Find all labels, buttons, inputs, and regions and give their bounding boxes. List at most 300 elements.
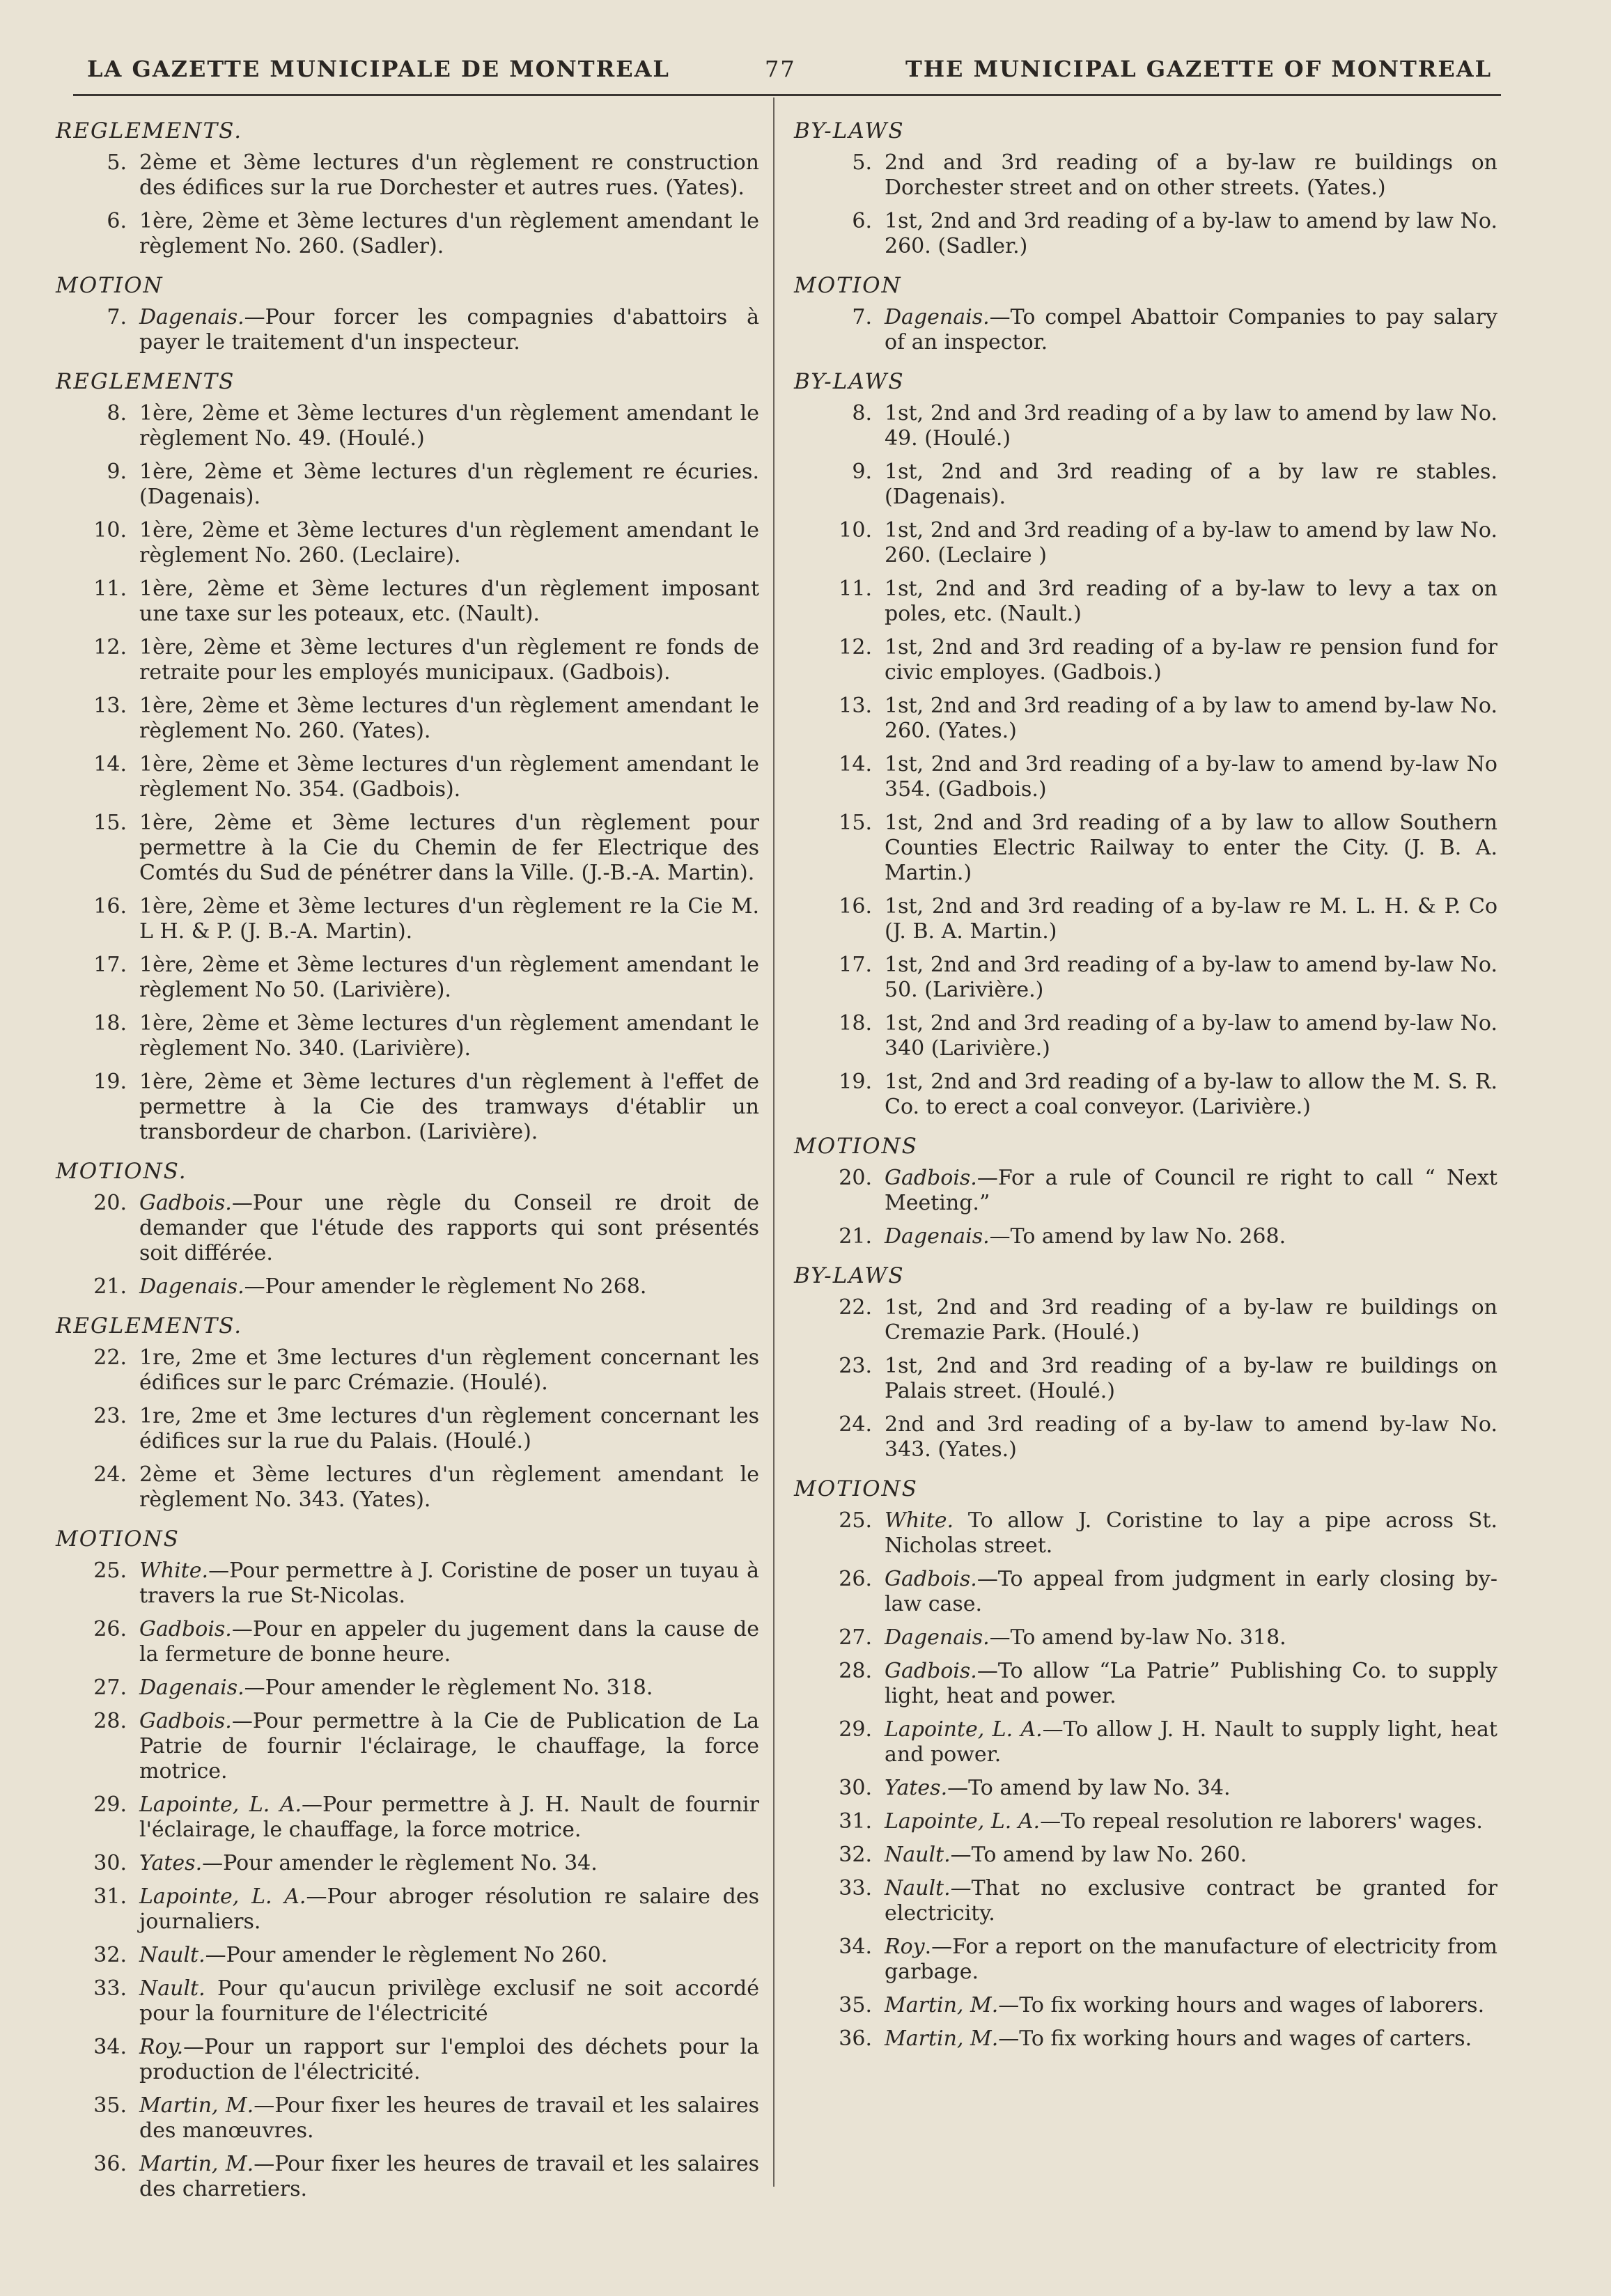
item-text: 1st, 2nd and 3rd reading of a by-law re M. L. H. & P. Co (J. B. A. Martin.) xyxy=(885,894,1497,944)
item-number: 6. xyxy=(107,209,127,233)
item-number: 28. xyxy=(93,1709,127,1733)
item-text: —To amend by law No. 34. xyxy=(947,1776,1231,1800)
item-text: 2nd and 3rd reading of a by-law to amend by-law No. 343. (Yates.) xyxy=(885,1412,1497,1462)
item-text: 1st, 2nd and 3rd reading of a by law to amend by law No. 49. (Houlé.) xyxy=(885,401,1497,451)
item-text: —To amend by law No. 260. xyxy=(950,1843,1247,1867)
councillor-name: Martin, M. xyxy=(885,2026,999,2051)
councillor-name: Roy. xyxy=(139,2035,184,2059)
item-text: —Pour permettre à J. Coristine de poser un tuyau à travers la rue St-Nicolas. xyxy=(139,1559,759,1608)
item-text: 2ème et 3ème lectures d'un règlement re construction des édifices sur la rue Dorchester et autres rues. (Yates). xyxy=(139,150,759,200)
item-number: 5. xyxy=(852,150,872,175)
section-heading: MOTIONS. xyxy=(56,1159,187,1184)
item-text-block xyxy=(139,577,759,627)
item-number: 32. xyxy=(839,1843,872,1867)
item-text-block xyxy=(885,694,1497,744)
item-number: 19. xyxy=(839,1070,872,1094)
item-text-block xyxy=(885,1508,1497,1559)
item-number: 21. xyxy=(839,1224,872,1249)
item-text-block xyxy=(885,635,1497,685)
agenda-item xyxy=(56,894,759,944)
item-text: 1ère, 2ème et 3ème lectures d'un règlement amendant le règlement No. 260. (Leclaire). xyxy=(139,518,759,568)
item-text: —To fix working hours and wages of carters. xyxy=(998,2026,1472,2051)
item-text: —To fix working hours and wages of laborers. xyxy=(998,1993,1485,2017)
item-number: 29. xyxy=(839,1717,872,1742)
item-text-block xyxy=(139,1462,759,1513)
item-number: 5. xyxy=(107,150,127,175)
item-text-block xyxy=(885,2026,1497,2052)
agenda-item xyxy=(56,1851,759,1876)
item-number: 22. xyxy=(839,1295,872,1320)
agenda-item xyxy=(794,1011,1497,1061)
item-text: —Pour fixer les heures de travail et les salaires des manœuvres. xyxy=(139,2093,759,2143)
item-number: 24. xyxy=(93,1462,127,1487)
item-text: 1ère, 2ème et 3ème lectures d'un règlement re fonds de retraite pour les employés municipaux. (Gadbois). xyxy=(139,635,759,685)
agenda-item xyxy=(794,1295,1497,1345)
item-number: 9. xyxy=(852,460,872,484)
item-text-block xyxy=(139,752,759,802)
item-text-block xyxy=(139,1851,759,1876)
councillor-name: Gadbois. xyxy=(139,1617,232,1641)
item-text-block xyxy=(885,305,1497,355)
item-number: 7. xyxy=(107,305,127,329)
item-text-block xyxy=(885,460,1497,510)
item-number: 22. xyxy=(93,1345,127,1370)
item-number: 31. xyxy=(93,1884,127,1909)
item-text: 1re, 2me et 3me lectures d'un règlement concernant les édifices sur la rue du Palais. (Houlé.) xyxy=(139,1404,759,1453)
item-text: 2ème et 3ème lectures d'un règlement amendant le règlement No. 343. (Yates). xyxy=(139,1462,759,1512)
councillor-name: Dagenais. xyxy=(885,1224,990,1249)
item-text-block xyxy=(139,1976,759,2026)
item-text-block xyxy=(139,305,759,355)
agenda-item xyxy=(794,1776,1497,1801)
item-text: 1st, 2nd and 3rd reading of a by-law re buildings on Palais street. (Houlé.) xyxy=(885,1354,1497,1403)
item-number: 25. xyxy=(839,1508,872,1533)
councillor-name: Lapointe, L. A. xyxy=(139,1884,306,1909)
agenda-item xyxy=(794,953,1497,1003)
agenda-item xyxy=(794,1935,1497,1985)
item-text: —To appeal from judgment in early closing by-law case. xyxy=(885,1567,1497,1616)
item-number: 11. xyxy=(839,577,872,601)
item-text-block xyxy=(139,1345,759,1396)
agenda-item xyxy=(794,1659,1497,1709)
item-number: 17. xyxy=(839,953,872,977)
section-heading: MOTIONS xyxy=(794,1476,918,1501)
page-number: 77 xyxy=(765,56,796,82)
item-text: 1st, 2nd and 3rd reading of a by law to amend by-law No. 260. (Yates.) xyxy=(885,694,1497,743)
item-number: 19. xyxy=(93,1070,127,1094)
item-number: 27. xyxy=(93,1676,127,1700)
agenda-item xyxy=(794,1070,1497,1120)
item-text: 1st, 2nd and 3rd reading of a by-law to amend by-law No 354. (Gadbois.) xyxy=(885,752,1497,802)
item-text-block xyxy=(885,1935,1497,1985)
item-text: 1ère, 2ème et 3ème lectures d'un règlement re la Cie M. L H. & P. (J. B.-A. Martin). xyxy=(139,894,759,944)
item-text-block xyxy=(139,894,759,944)
agenda-item xyxy=(56,1884,759,1935)
section-heading: REGLEMENTS. xyxy=(56,118,243,143)
councillor-name: Nault. xyxy=(139,1943,205,1967)
agenda-item xyxy=(56,1462,759,1513)
item-number: 36. xyxy=(93,2152,127,2176)
item-text: 1ère, 2ème et 3ème lectures d'un règlement amendant le règlement No. 260. (Yates). xyxy=(139,694,759,743)
item-text: 1st, 2nd and 3rd reading of a by law re stables. (Dagenais). xyxy=(885,460,1497,509)
councillor-name: Gadbois. xyxy=(139,1709,232,1733)
item-number: 29. xyxy=(93,1793,127,1817)
item-text-block xyxy=(885,1993,1497,2018)
item-text-block xyxy=(885,1717,1497,1767)
councillor-name: Yates. xyxy=(885,1776,948,1800)
item-text: 1st, 2nd and 3rd reading of a by-law to amend by-law No. 340 (Larivière.) xyxy=(885,1011,1497,1061)
item-text-block xyxy=(885,894,1497,944)
agenda-item xyxy=(794,401,1497,451)
agenda-item xyxy=(794,635,1497,685)
item-number: 25. xyxy=(93,1559,127,1583)
agenda-item xyxy=(794,518,1497,568)
item-text-block xyxy=(885,577,1497,627)
agenda-item xyxy=(56,811,759,886)
item-number: 10. xyxy=(93,518,127,542)
agenda-item xyxy=(56,1345,759,1396)
item-number: 34. xyxy=(839,1935,872,1959)
item-text: 1ère, 2ème et 3ème lectures d'un règlement imposant une taxe sur les poteaux, etc. (Nault). xyxy=(139,577,759,626)
item-text: 1ère, 2ème et 3ème lectures d'un règlement à l'effet de permettre à la Cie des tramways d'établir un transbordeur de charbon. (Larivière). xyxy=(139,1070,759,1144)
item-number: 36. xyxy=(839,2026,872,2051)
item-number: 16. xyxy=(839,894,872,919)
item-number: 32. xyxy=(93,1943,127,1967)
item-text: 1re, 2me et 3me lectures d'un règlement concernant les édifices sur le parc Crémazie. (Houlé). xyxy=(139,1345,759,1395)
item-text: .—For a report on the manufacture of electricity from garbage. xyxy=(885,1935,1497,1984)
item-text-block xyxy=(885,1224,1497,1249)
agenda-item xyxy=(56,2035,759,2085)
item-text: —Pour en appeler du jugement dans la cause de la fermeture de bonne heure. xyxy=(139,1617,759,1666)
agenda-item xyxy=(56,1617,759,1667)
item-number: 13. xyxy=(93,694,127,718)
item-text-block xyxy=(885,1659,1497,1709)
item-number: 28. xyxy=(839,1659,872,1683)
item-number: 12. xyxy=(93,635,127,659)
item-number: 26. xyxy=(93,1617,127,1641)
item-number: 9. xyxy=(107,460,127,484)
item-text-block xyxy=(885,401,1497,451)
item-number: 23. xyxy=(93,1404,127,1428)
agenda-item xyxy=(56,577,759,627)
item-number: 6. xyxy=(852,209,872,233)
agenda-item xyxy=(794,752,1497,802)
agenda-item xyxy=(794,1412,1497,1462)
item-text-block xyxy=(885,1625,1497,1650)
item-number: 27. xyxy=(839,1625,872,1650)
councillor-name: Martin, M. xyxy=(139,2152,254,2176)
agenda-item xyxy=(56,1404,759,1454)
item-text-block xyxy=(885,953,1497,1003)
item-text: —Pour abroger résolution re salaire des journaliers. xyxy=(139,1884,759,1934)
section-heading: MOTIONS xyxy=(56,1526,180,1552)
item-text-block xyxy=(139,1709,759,1784)
item-text: —Pour amender le règlement No 260. xyxy=(205,1943,608,1967)
section-heading: REGLEMENTS. xyxy=(56,1313,243,1338)
item-text-block xyxy=(139,1191,759,1266)
item-number: 20. xyxy=(839,1166,872,1190)
agenda-item xyxy=(56,1709,759,1784)
agenda-item xyxy=(56,2093,759,2143)
item-text: —Pour forcer les compagnies d'abattoirs à payer le traitement d'un inspecteur. xyxy=(139,305,759,354)
item-text: —Pour permettre à la Cie de Publication de La Patrie de fournir l'éclairage, le chauffage, la force motrice. xyxy=(139,1709,759,1783)
item-text: —To allow J. H. Nault to supply light, heat and power. xyxy=(885,1717,1497,1767)
item-text: 1ère, 2ème et 3ème lectures d'un règlement pour permettre à la Cie du Chemin de fer Electrique des Comtés du Sud de pénétrer dans la Ville. (J.-B.-A. Martin). xyxy=(139,811,759,885)
agenda-item xyxy=(56,1559,759,1609)
item-number: 18. xyxy=(93,1011,127,1036)
item-number: 12. xyxy=(839,635,872,659)
agenda-item xyxy=(56,1274,759,1299)
item-text: 1st, 2nd and 3rd reading of a by law to allow Southern Counties Electric Railway to enter the City. (J. B. A. Martin.) xyxy=(885,811,1497,885)
section-heading: MOTIONS xyxy=(794,1134,918,1159)
agenda-item xyxy=(794,209,1497,259)
item-number: 15. xyxy=(839,811,872,835)
item-text-block xyxy=(885,1354,1497,1404)
councillor-name: Nault. xyxy=(139,1976,205,2001)
agenda-item xyxy=(56,752,759,802)
item-text: 1ère, 2ème et 3ème lectures d'un règlement amendant le règlement No. 49. (Houlé.) xyxy=(139,401,759,451)
item-text-block xyxy=(139,694,759,744)
agenda-item xyxy=(56,1793,759,1843)
item-number: 26. xyxy=(839,1567,872,1591)
item-text-block xyxy=(885,1412,1497,1462)
agenda-item xyxy=(794,150,1497,201)
item-text: 1ère, 2ème et 3ème lectures d'un règlement amendant le règlement No 50. (Larivière). xyxy=(139,953,759,1002)
agenda-item xyxy=(56,635,759,685)
item-text-block xyxy=(139,2152,759,2202)
item-text-block xyxy=(885,150,1497,201)
agenda-item xyxy=(56,1011,759,1061)
item-text-block xyxy=(139,401,759,451)
agenda-item xyxy=(794,1876,1497,1926)
item-text: —To repeal resolution re laborers' wages. xyxy=(1040,1809,1483,1834)
agenda-item xyxy=(56,694,759,744)
item-text: —To allow “La Patrie” Publishing Co. to supply light, heat and power. xyxy=(885,1659,1497,1708)
item-text-block xyxy=(139,1617,759,1667)
item-text-block xyxy=(885,1567,1497,1617)
item-text: —Pour permettre à J. H. Nault de fournir l'éclairage, le chauffage, la force motrice. xyxy=(139,1793,759,1842)
item-text-block xyxy=(139,1011,759,1061)
item-number: 34. xyxy=(93,2035,127,2059)
item-number: 31. xyxy=(839,1809,872,1834)
item-text-block xyxy=(139,2035,759,2085)
item-text-block xyxy=(139,635,759,685)
agenda-item xyxy=(794,1625,1497,1650)
section-heading: BY-LAWS xyxy=(794,369,905,394)
item-text: —Pour amender le règlement No. 318. xyxy=(244,1676,653,1700)
councillor-name: Lapointe, L. A. xyxy=(139,1793,302,1817)
item-text: —To amend by law No. 268. xyxy=(989,1224,1286,1249)
item-number: 14. xyxy=(93,752,127,776)
item-number: 24. xyxy=(839,1412,872,1437)
councillor-name: Dagenais. xyxy=(885,1625,990,1650)
item-number: 21. xyxy=(93,1274,127,1299)
agenda-item xyxy=(794,1166,1497,1216)
item-number: 16. xyxy=(93,894,127,919)
item-number: 18. xyxy=(839,1011,872,1036)
agenda-item xyxy=(794,1993,1497,2018)
item-text: —To amend by-law No. 318. xyxy=(989,1625,1286,1650)
column-divider xyxy=(773,97,775,2187)
councillor-name: Dagenais. xyxy=(139,305,244,329)
item-text-block xyxy=(885,1876,1497,1926)
section-heading: MOTION xyxy=(794,273,902,298)
councillor-name: Martin, M. xyxy=(885,1993,999,2017)
agenda-item xyxy=(794,577,1497,627)
councillor-name: Lapointe, L. A. xyxy=(885,1717,1043,1742)
item-text: 1st, 2nd and 3rd reading of a by-law to levy a tax on poles, etc. (Nault.) xyxy=(885,577,1497,626)
councillor-name: Dagenais. xyxy=(139,1274,244,1299)
item-number: 35. xyxy=(839,1993,872,2017)
section-heading: REGLEMENTS xyxy=(56,369,235,394)
item-text-block xyxy=(885,518,1497,568)
item-text-block xyxy=(139,1943,759,1968)
councillor-name: White. xyxy=(885,1508,954,1533)
header-rule xyxy=(73,94,1501,96)
councillor-name: Roy xyxy=(885,1935,925,1959)
agenda-item xyxy=(56,953,759,1003)
item-text-block xyxy=(885,1011,1497,1061)
agenda-item xyxy=(794,811,1497,886)
agenda-item xyxy=(56,305,759,355)
item-text: —Pour un rapport sur l'emploi des déchets pour la production de l'électricité. xyxy=(139,2035,759,2084)
item-number: 33. xyxy=(93,1976,127,2001)
item-text: 1st, 2nd and 3rd reading of a by-law to allow the M. S. R. Co. to erect a coal conveyor. (Larivière.) xyxy=(885,1070,1497,1119)
item-text: 1st, 2nd and 3rd reading of a by-law to amend by law No. 260. (Sadler.) xyxy=(885,209,1497,258)
agenda-item xyxy=(56,460,759,510)
agenda-item xyxy=(56,1070,759,1145)
item-number: 35. xyxy=(93,2093,127,2118)
agenda-item xyxy=(794,1224,1497,1249)
item-text: —Pour une règle du Conseil re droit de demander que l'étude des rapports qui sont présentés soit différée. xyxy=(139,1191,759,1265)
councillor-name: Yates. xyxy=(139,1851,203,1875)
item-text: 1ère, 2ème et 3ème lectures d'un règlement re écuries. (Dagenais). xyxy=(139,460,759,509)
item-text: 1st, 2nd and 3rd reading of a by-law re pension fund for civic employes. (Gadbois.) xyxy=(885,635,1497,685)
item-text: Pour qu'aucun privilège exclusif ne soit accordé pour la fourniture de l'électricité xyxy=(139,1976,759,2026)
item-number: 17. xyxy=(93,953,127,977)
agenda-item xyxy=(56,518,759,568)
agenda-item xyxy=(56,209,759,259)
item-text: 1st, 2nd and 3rd reading of a by-law to amend by-law No. 50. (Larivière.) xyxy=(885,953,1497,1002)
councillor-name: Nault. xyxy=(885,1843,951,1867)
item-text: 1st, 2nd and 3rd reading of a by-law re buildings on Cremazie Park. (Houlé.) xyxy=(885,1295,1497,1345)
councillor-name: Dagenais. xyxy=(885,305,990,329)
item-text: 1ère, 2ème et 3ème lectures d'un règlement amendant le règlement No. 354. (Gadbois). xyxy=(139,752,759,802)
agenda-item xyxy=(56,150,759,201)
item-number: 8. xyxy=(107,401,127,425)
councillor-name: White. xyxy=(139,1559,209,1583)
item-text-block xyxy=(139,1884,759,1935)
councillor-name: Gadbois. xyxy=(885,1166,977,1190)
item-number: 7. xyxy=(852,305,872,329)
item-text-block xyxy=(139,811,759,886)
agenda-item xyxy=(56,2152,759,2202)
item-text-block xyxy=(885,752,1497,802)
agenda-item xyxy=(794,1717,1497,1767)
item-text-block xyxy=(139,1676,759,1701)
item-number: 8. xyxy=(852,401,872,425)
agenda-item xyxy=(794,1508,1497,1559)
item-text-block xyxy=(139,1070,759,1145)
item-number: 30. xyxy=(839,1776,872,1800)
french-column xyxy=(56,104,759,2210)
item-text-block xyxy=(139,953,759,1003)
item-text-block xyxy=(885,1295,1497,1345)
item-number: 23. xyxy=(839,1354,872,1378)
councillor-name: Gadbois. xyxy=(885,1567,977,1591)
councillor-name: Gadbois. xyxy=(885,1659,977,1683)
item-text: —Pour fixer les heures de travail et les salaires des charretiers. xyxy=(139,2152,759,2201)
item-text-block xyxy=(885,1843,1497,1868)
item-text-block xyxy=(139,460,759,510)
agenda-item xyxy=(56,1676,759,1701)
item-text-block xyxy=(139,1274,759,1299)
item-text-block xyxy=(139,1559,759,1609)
item-number: 10. xyxy=(839,518,872,542)
agenda-item xyxy=(794,894,1497,944)
section-heading: BY-LAWS xyxy=(794,118,905,143)
agenda-item xyxy=(794,1843,1497,1868)
item-text-block xyxy=(885,1166,1497,1216)
agenda-item xyxy=(794,2026,1497,2052)
item-number: 11. xyxy=(93,577,127,601)
agenda-item xyxy=(794,1354,1497,1404)
item-text: 1st, 2nd and 3rd reading of a by-law to amend by law No. 260. (Leclaire ) xyxy=(885,518,1497,568)
agenda-item xyxy=(56,1943,759,1968)
agenda-item xyxy=(794,1809,1497,1834)
item-text: —For a rule of Council re right to call “ Next Meeting.” xyxy=(885,1166,1497,1215)
agenda-item xyxy=(794,305,1497,355)
section-heading: BY-LAWS xyxy=(794,1263,905,1288)
agenda-item xyxy=(56,1976,759,2026)
item-text: 1ère, 2ème et 3ème lectures d'un règlement amendant le règlement No. 260. (Sadler). xyxy=(139,209,759,258)
item-text-block xyxy=(885,811,1497,886)
councillor-name: Nault. xyxy=(885,1876,951,1900)
item-number: 33. xyxy=(839,1876,872,1900)
item-number: 15. xyxy=(93,811,127,835)
councillor-name: Martin, M. xyxy=(139,2093,254,2118)
councillor-name: Dagenais. xyxy=(139,1676,244,1700)
english-column xyxy=(794,104,1497,2060)
item-text-block xyxy=(139,1793,759,1843)
item-text: 1ère, 2ème et 3ème lectures d'un règlement amendant le règlement No. 340. (Larivière). xyxy=(139,1011,759,1061)
item-number: 20. xyxy=(93,1191,127,1215)
agenda-item xyxy=(794,694,1497,744)
item-text-block xyxy=(139,2093,759,2143)
section-heading: MOTION xyxy=(56,273,164,298)
item-text-block xyxy=(885,1776,1497,1801)
agenda-item xyxy=(56,1191,759,1266)
councillor-name: Gadbois. xyxy=(139,1191,232,1215)
item-text: —Pour amender le règlement No. 34. xyxy=(202,1851,598,1875)
header-french-title: LA GAZETTE MUNICIPALE DE MONTREAL xyxy=(87,56,670,82)
header-english-title: THE MUNICIPAL GAZETTE OF MONTREAL xyxy=(905,56,1493,82)
item-number: 13. xyxy=(839,694,872,718)
item-number: 30. xyxy=(93,1851,127,1875)
item-text-block xyxy=(139,518,759,568)
item-text: 2nd and 3rd reading of a by-law re buildings on Dorchester street and on other streets. (Yates.) xyxy=(885,150,1497,200)
councillor-name: Lapointe, L. A. xyxy=(885,1809,1041,1834)
item-text-block xyxy=(885,209,1497,259)
item-text-block xyxy=(885,1809,1497,1834)
item-text: To allow J. Coristine to lay a pipe across St. Nicholas street. xyxy=(885,1508,1497,1558)
item-text-block xyxy=(139,1404,759,1454)
item-text: —To compel Abattoir Companies to pay salary of an inspector. xyxy=(885,305,1497,354)
agenda-item xyxy=(794,1567,1497,1617)
item-text: —Pour amender le règlement No 268. xyxy=(244,1274,647,1299)
item-text-block xyxy=(139,209,759,259)
item-text-block xyxy=(885,1070,1497,1120)
